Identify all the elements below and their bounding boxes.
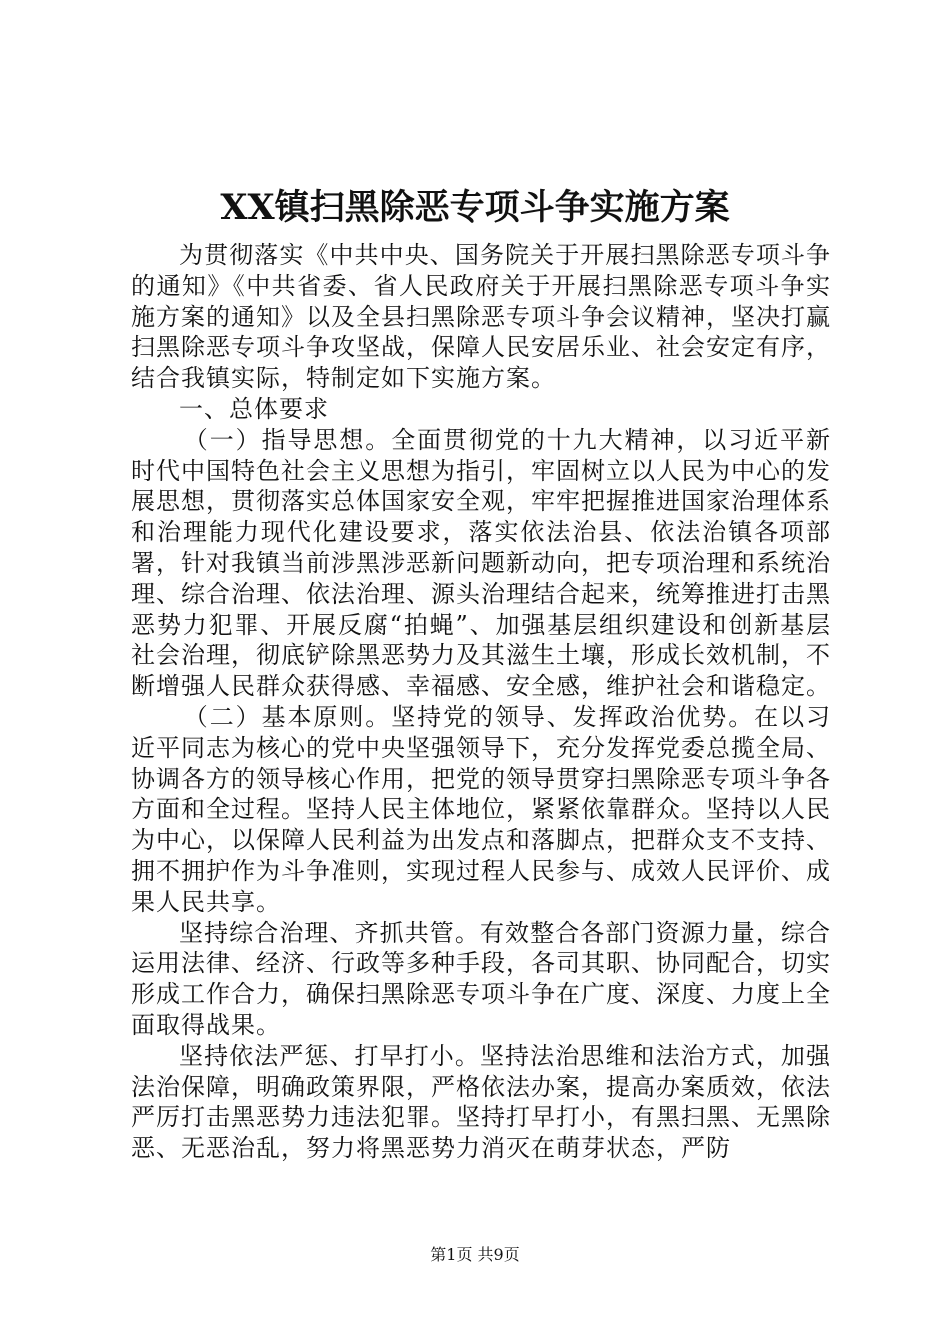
document-body [131,240,831,1164]
document-title: XX镇扫黑除恶专项斗争实施方案 [220,187,730,228]
section-heading: 一、总体要求 [179,394,329,423]
guiding-thought-paragraph: （一）指导思想。全面贯彻党的十九大精神，以习近平新时代中国特色社会主义思想为指引，牢固树立以人民为中心的发展思想，贯彻落实总体国家安全观，牢牢把握推进国家治理体系和治理能力现代化建设要求，落实依法治县、依法治镇各项部署，针对我镇当前涉黑涉恶新问题新动向，把专项治理和系统治理、综合治理、依法治理、源头治理结合起来，统筹推进打击黑恶势力犯罪、开展反腐“拍蝇”、加强基层组织建设和创新基层社会治理，彻底铲除黑恶势力及其滋生土壤，形成长效机制，不断增强人民群众获得感、幸福感、安全感，维护社会和谐稳定。 [131,425,831,701]
basic-principles-paragraph: （二）基本原则。坚持党的领导、发挥政治优势。在以习近平同志为核心的党中央坚强领导下，充分发挥党委总揽全局、协调各方的领导核心作用，把党的领导贯穿扫黑除恶专项斗争各方面和全过程。坚持人民主体地位，紧紧依靠群众。坚持以人民为中心，以保障人民利益为出发点和落脚点，把群众支不支持、拥不拥护作为斗争准则，实现过程人民参与、成效人民评价、成果人民共享。 [131,702,831,916]
intro-paragraph: 为贯彻落实《中共中央、国务院关于开展扫黑除恶专项斗争的通知》《中共省委、省人民政府关于开展扫黑除恶专项斗争实施方案的通知》以及全县扫黑除恶专项斗争会议精神，坚决打赢扫黑除恶专项斗争攻坚战，保障人民安居乐业、社会安定有序，结合我镇实际，特制定如下实施方案。 [131,241,831,393]
strict-punishment-paragraph: 坚持依法严惩、打早打小。坚持法治思维和法治方式，加强法治保障，明确政策界限，严格依法办案，提高办案质效，依法严厉打击黑恶势力违法犯罪。坚持打早打小，有黑扫黑、无黑除恶、无恶治乱，努力将黑恶势力消灭在萌芽状态，严防 [131,1041,831,1163]
page-number-footer: 第1页 共9页 [430,1245,520,1264]
comprehensive-governance-paragraph: 坚持综合治理、齐抓共管。有效整合各部门资源力量，综合运用法律、经济、行政等多种手段，各司其职、协同配合，切实形成工作合力，确保扫黑除恶专项斗争在广度、深度、力度上全面取得战果。 [131,918,831,1039]
